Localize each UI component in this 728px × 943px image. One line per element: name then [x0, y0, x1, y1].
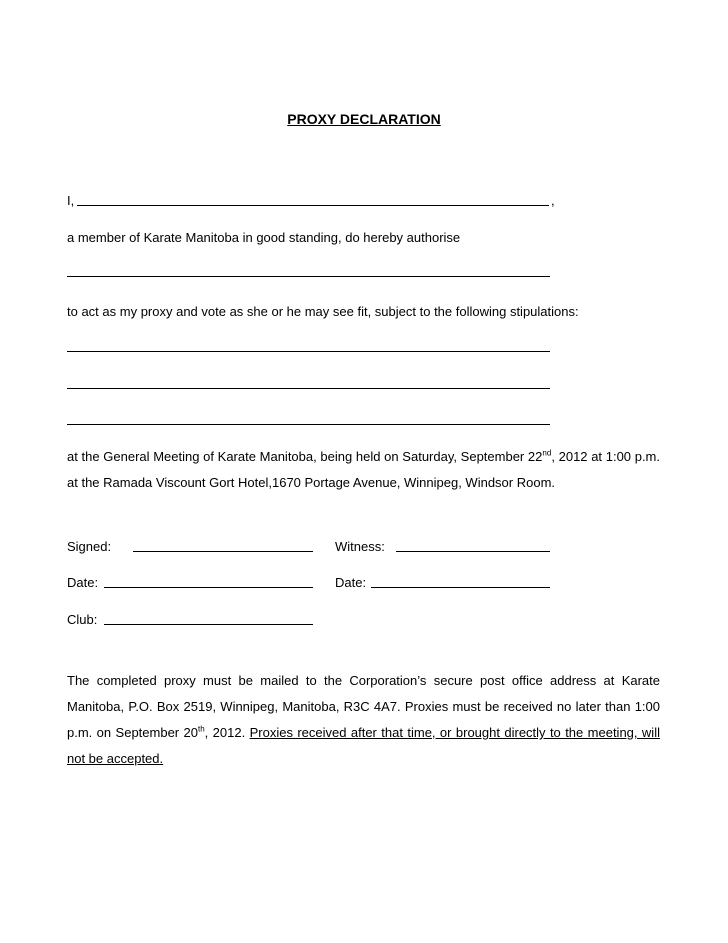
document-title: PROXY DECLARATION [287, 111, 441, 127]
witness-date-line[interactable] [371, 587, 550, 588]
club-label: Club: [67, 612, 98, 627]
instructions-text-2: , 2012. [204, 725, 250, 740]
meeting-paragraph [67, 444, 660, 496]
signed-label: Signed: [67, 539, 112, 554]
authorise-text: a member of Karate Manitoba in good standing, do hereby authorise [67, 230, 461, 245]
meeting-date-suffix: nd [542, 448, 552, 458]
club-line[interactable] [104, 624, 313, 625]
stipulation-line-2[interactable] [67, 388, 550, 389]
meeting-text-1: at the General Meeting of Karate Manitoba, being held on Saturday, September 22 [67, 449, 543, 464]
witness-date-label: Date: [335, 575, 367, 590]
member-name-line[interactable] [77, 205, 549, 206]
proxy-text: to act as my proxy and vote as she or he may see fit, subject to the following stipulations: [67, 304, 579, 319]
meeting-text-2: , 2012 at 1:00 p.m. at the Ramada Viscount Gort Hotel,1670 Portage Avenue, Winnipeg, Windsor Room. [67, 449, 660, 490]
witness-label: Witness: [335, 539, 385, 554]
instructions-text-1: The completed proxy must be mailed to the Corporation’s secure post office address at Karate Manitoba, P.O. Box 2519, Winnipeg, Manitoba, R3C 4A7. Proxies must be received no later than 1:00 p.m. on September 20 [67, 673, 660, 740]
stipulation-line-1[interactable] [67, 351, 550, 352]
proxy-name-line[interactable] [67, 276, 550, 277]
name-prefix-label: I, [67, 193, 75, 208]
signed-line[interactable] [133, 551, 313, 552]
date-line[interactable] [104, 587, 313, 588]
date-label: Date: [67, 575, 99, 590]
deadline-date-suffix: th [197, 724, 205, 734]
stipulation-line-3[interactable] [67, 424, 550, 425]
instructions-paragraph [67, 668, 660, 772]
name-suffix-comma: , [551, 193, 555, 208]
witness-line[interactable] [396, 551, 550, 552]
late-proxy-warning: Proxies received after that time, or brought directly to the meeting, will not be accepted. [67, 725, 660, 766]
